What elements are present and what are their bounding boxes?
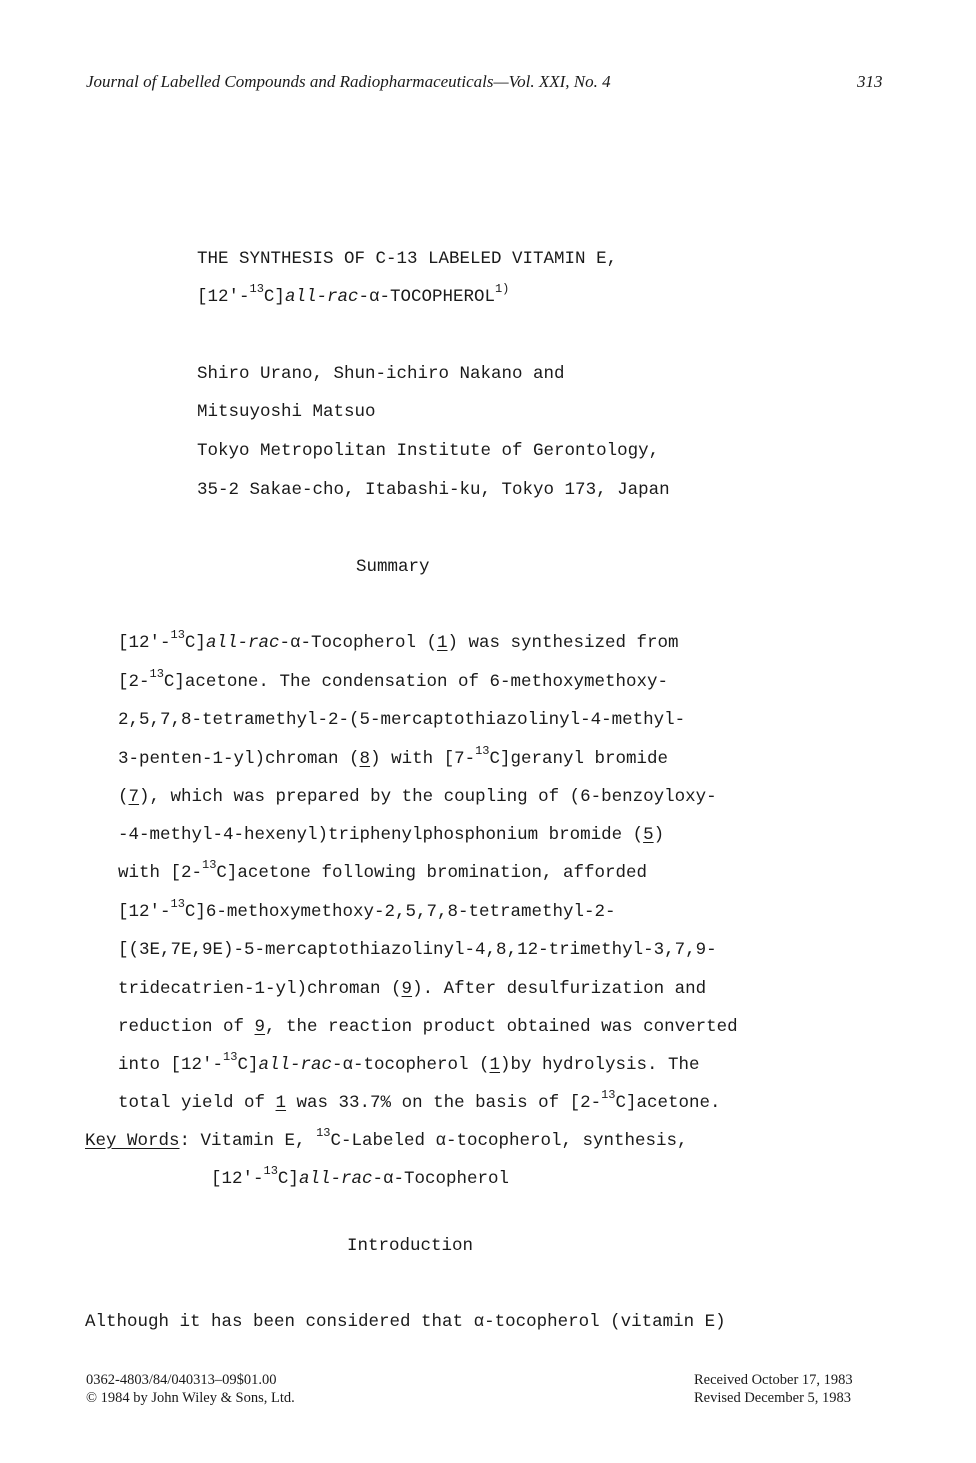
summary-line-12 [118,1050,700,1075]
footer-right [694,1371,853,1407]
compound-ref: 7 [128,787,140,807]
introduction-line-1: Although it has been considered that α-tocopherol (vitamin E) [85,1312,726,1332]
summary-line-7 [118,858,647,883]
text: total yield of [118,1093,276,1113]
isotope-superscript: 13 [263,1164,278,1178]
text: ( [118,787,129,807]
italic-text: all-rac [298,1169,373,1189]
text: [2- [118,672,150,692]
isotope-superscript: 13 [601,1088,616,1102]
text: [12'- [118,633,171,653]
title-text: -α-TOCOPHEROL [358,287,495,307]
isotope-superscript: 13 [223,1050,238,1064]
text: C]acetone. The condensation of 6-methoxymethoxy- [163,672,669,692]
isotope-superscript: 13 [249,282,264,296]
compound-ref: 1 [489,1055,501,1075]
affiliation-line-1: Tokyo Metropolitan Institute of Gerontology, [197,441,660,461]
summary-line-11 [118,1017,738,1037]
authors-line-1: Shiro Urano, Shun-ichiro Nakano and [197,364,565,384]
keywords-label: Key Words [85,1131,180,1151]
text: was 33.7% on the basis of [2- [286,1093,602,1113]
text: [12'- [118,902,171,922]
text: ). After desulfurization and [412,979,707,999]
affiliation-line-2: 35-2 Sakae-cho, Itabashi-ku, Tokyo 173, Japan [197,480,670,500]
journal-header: Journal of Labelled Compounds and Radiopharmaceuticals—Vol. XXI, No. 4 [86,72,611,91]
compound-ref: 9 [254,1017,266,1037]
isotope-superscript: 13 [475,744,490,758]
italic-text: all-rac [258,1055,332,1075]
received-date: Received October 17, 1983 [694,1372,853,1388]
summary-line-4 [118,744,669,769]
summary-line-6 [118,825,664,845]
title-line-2 [197,282,510,307]
text: -α-Tocopherol [372,1169,509,1189]
summary-line-3: 2,5,7,8-tetramethyl-2-(5-mercaptothiazolinyl-4-methyl- [118,710,686,730]
text: C-Labeled α-tocopherol, synthesis, [330,1131,688,1151]
summary-line-10 [118,979,706,999]
summary-line-13 [118,1088,721,1113]
text: into [12'- [118,1055,224,1075]
text: C] [237,1055,259,1075]
compound-ref: 9 [401,979,413,999]
text: C]acetone following bromination, afforded [216,863,647,883]
text: -α-tocopherol ( [331,1055,490,1075]
introduction-heading: Introduction [347,1236,474,1256]
text: C]geranyl bromide [489,749,669,769]
page-number: 313 [857,72,883,91]
text: , the reaction product obtained was converted [265,1017,738,1037]
text: C] [277,1169,299,1189]
text: C]6-methoxymethoxy-2,5,7,8-tetramethyl-2- [184,902,616,922]
text: : [179,1131,191,1151]
text: [12'- [211,1169,264,1189]
text: 3-penten-1-yl)chroman ( [118,749,360,769]
italic-text: all-rac [205,633,280,653]
summary-heading: Summary [356,557,430,577]
footnote-superscript: 1) [494,282,510,296]
compound-ref: 1 [436,633,448,653]
text: -4-methyl-4-hexenyl)triphenylphosphonium bromide ( [118,825,644,845]
article-code: 0362-4803/84/040313–09$01.00 [86,1372,277,1388]
summary-line-9: [(3E,7E,9E)-5-mercaptothiazolinyl-4,8,12-trimethyl-3,7,9- [118,940,717,960]
compound-ref: 5 [643,825,654,845]
summary-line-2 [118,667,669,692]
compound-ref: 8 [359,749,371,769]
text: ) [653,825,665,845]
text: tridecatrien-1-yl)chroman ( [118,979,402,999]
text: C]acetone. [615,1093,721,1113]
text: ) with [7- [370,749,476,769]
summary-line-1 [118,628,679,653]
title-italic: all-rac [284,287,359,307]
summary-line-5 [118,787,717,807]
isotope-superscript: 13 [170,897,185,911]
title-line-1: THE SYNTHESIS OF C-13 LABELED VITAMIN E, [197,249,618,269]
keywords-line-2 [211,1164,509,1189]
title-text: [12'- [197,287,250,307]
copyright-notice: © 1984 by John Wiley & Sons, Ltd. [86,1390,295,1406]
summary-line-8 [118,897,616,922]
isotope-superscript: 13 [149,667,164,681]
text: with [2- [118,863,203,883]
text: )by hydrolysis. The [500,1055,700,1075]
keywords-line-1 [85,1126,688,1151]
text: ), which was prepared by the coupling of (6-benzoyloxy- [139,787,717,807]
text: ) was synthesized from [447,633,679,653]
compound-ref: 1 [275,1093,287,1113]
text: C] [184,633,206,653]
title-text: C] [263,287,285,307]
isotope-superscript: 13 [170,628,185,642]
revised-date: Revised December 5, 1983 [694,1390,852,1406]
footer-left [86,1371,295,1407]
authors-line-2: Mitsuyoshi Matsuo [197,402,376,422]
isotope-superscript: 13 [202,858,217,872]
text: Vitamin E, [190,1131,317,1151]
isotope-superscript: 13 [316,1126,331,1140]
text: -α-Tocopherol ( [279,633,437,653]
text: reduction of [118,1017,255,1037]
